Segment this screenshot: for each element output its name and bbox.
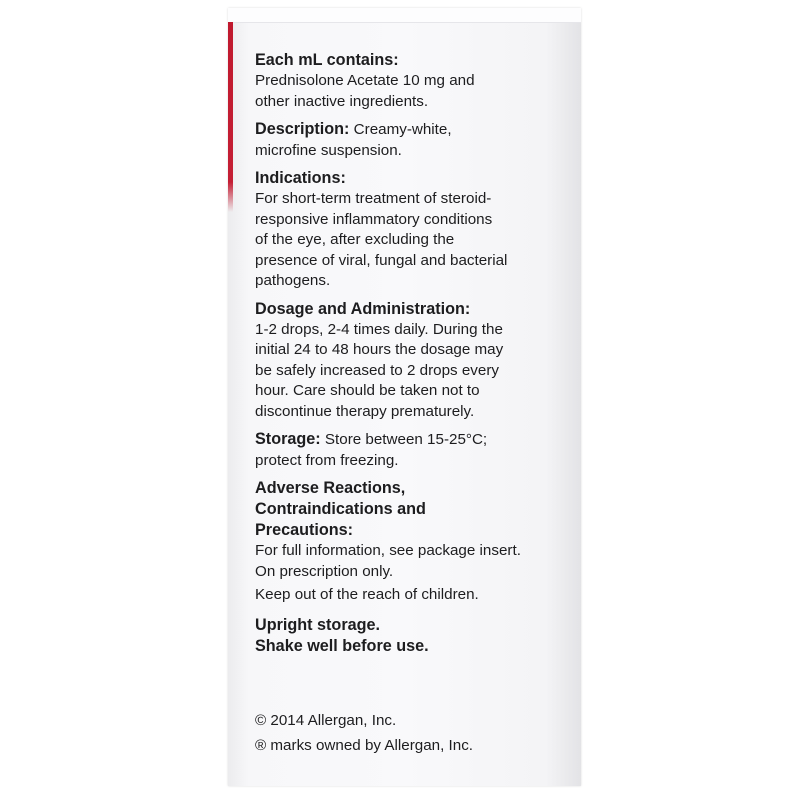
description-text-2: microfine suspension. (255, 141, 402, 159)
label-text (255, 50, 565, 664)
legal-section (255, 708, 473, 758)
storage-section (255, 429, 565, 471)
adverse-heading: Adverse Reactions, (255, 479, 406, 497)
indications-line: responsive inflammatory conditions (255, 210, 493, 228)
dosage-line: be safely increased to 2 drops every (255, 361, 499, 379)
contents-line-2: other inactive ingredients. (255, 92, 429, 110)
indications-line: of the eye, after excluding the (255, 231, 455, 248)
contents-heading: Each mL contains: (255, 51, 399, 69)
dosage-line: hour. Care should be taken not to (255, 382, 480, 399)
indications-line: presence of viral, fungal and bacterial (255, 251, 508, 269)
dosage-line: discontinue therapy prematurely. (255, 402, 475, 420)
adverse-heading: Precautions: (255, 521, 354, 539)
description-label: Description: (255, 120, 350, 138)
adverse-line: For full information, see package insert. (255, 542, 521, 559)
indications-line: For short-term treatment of steroid- (255, 190, 492, 207)
upright-line: Shake well before use. (255, 636, 429, 655)
keep-out-warning: Keep out of the reach of children. (255, 586, 479, 603)
dosage-heading: Dosage and Administration: (255, 299, 471, 318)
indications-line: pathogens. (255, 272, 331, 289)
description-section (255, 119, 565, 161)
dosage-section (255, 299, 565, 423)
copyright-text: © 2014 Allergan, Inc. (255, 712, 397, 729)
dosage-line: 1-2 drops, 2-4 times daily. During the (255, 320, 503, 338)
dosage-line: initial 24 to 48 hours the dosage may (255, 341, 504, 358)
storage-text-2: protect from freezing. (255, 451, 399, 469)
upright-section (255, 615, 565, 657)
carton-top-edge (228, 8, 581, 23)
upright-line: Upright storage. (255, 615, 381, 634)
adverse-line: On prescription only. (255, 562, 394, 580)
storage-label: Storage: (255, 430, 321, 448)
description-line-1 (255, 119, 565, 141)
storage-line-1 (255, 429, 565, 451)
contents-line-1: Prednisolone Acetate 10 mg and (255, 72, 475, 89)
trademark-text: ® marks owned by Allergan, Inc. (255, 737, 474, 754)
contents-section (255, 50, 565, 112)
adverse-section (255, 478, 565, 582)
indications-section (255, 168, 565, 292)
red-accent-strip (228, 22, 233, 182)
indications-heading: Indications: (255, 169, 346, 187)
adverse-heading: Contraindications and (255, 500, 426, 518)
red-accent-fade (228, 182, 233, 212)
description-text-1: Creamy-white, (349, 121, 452, 138)
storage-text-1: Store between 15-25°C; (320, 431, 488, 448)
